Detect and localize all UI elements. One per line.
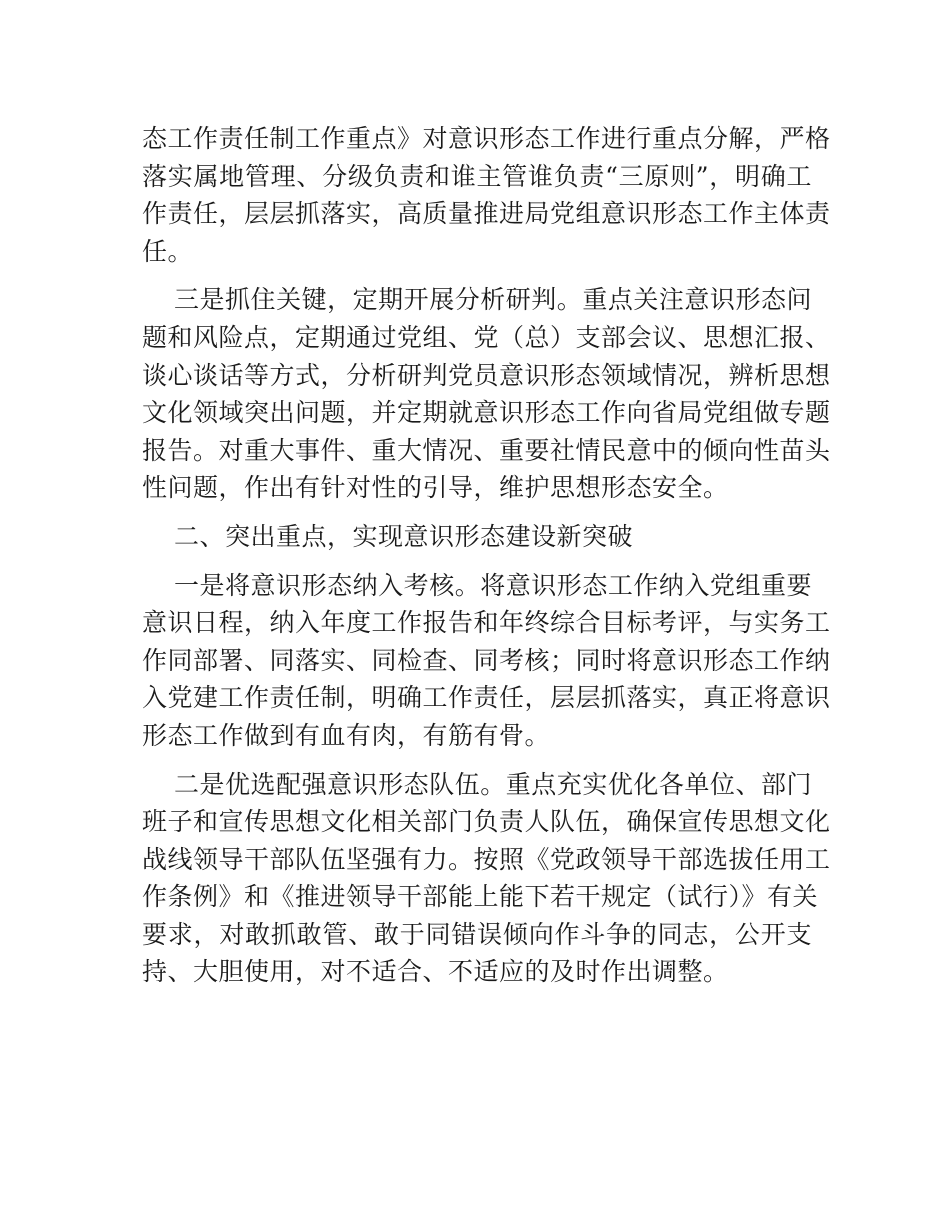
document-body — [142, 120, 831, 1002]
paragraph-line: 性问题，作出有针对性的引导，维护思想形态安全。 — [142, 473, 729, 503]
paragraph-line: 题和风险点，定期通过党组、党（总）支部会议、思想汇报、 — [142, 322, 831, 352]
paragraph-line: 作责任，层层抓落实，高质量推进局党组意识形态工作主体责 — [142, 199, 831, 229]
paragraph-line: 战线领导干部队伍坚强有力。按照《党政领导干部选拔任用工 — [142, 844, 831, 874]
paragraph-line: 要求，对敢抓敢管、敢于同错误倾向作斗争的同志，公开支 — [142, 919, 812, 949]
body-paragraph — [142, 518, 812, 556]
body-paragraph — [142, 766, 831, 992]
paragraph-line: 班子和宣传思想文化相关部门负责人队伍，确保宣传思想文化 — [142, 807, 831, 837]
paragraph-line: 作条例》和《推进领导干部能上能下若干规定（试行）》有关 — [142, 882, 819, 912]
paragraph-line: 作同部署、同落实、同检查、同考核；同时将意识形态工作纳 — [142, 645, 831, 675]
paragraph-line: 态工作责任制工作重点》对意识形态工作进行重点分解，严格 — [142, 124, 831, 153]
paragraph-line: 谈心谈话等方式，分析研判党员意识形态领域情况，辨析思想 — [142, 360, 831, 390]
paragraph-line: 任。 — [142, 236, 194, 266]
paragraph-line: 三是抓住关键，定期开展分析研判。重点关注意识形态问 — [174, 285, 812, 315]
paragraph-line: 二是优选配强意识形态队伍。重点充实优化各单位、部门 — [174, 769, 812, 799]
paragraph-line: 二、突出重点，实现意识形态建设新突破 — [174, 521, 634, 551]
body-paragraph — [142, 120, 831, 270]
paragraph-line: 入党建工作责任制，明确工作责任，层层抓落实，真正将意识 — [142, 683, 831, 713]
paragraph-line: 落实属地管理、分级负责和谁主管谁负责“三原则”，明确工 — [142, 161, 812, 191]
paragraph-line: 报告。对重大事件、重大情况、重要社情民意中的倾向性苗头 — [142, 435, 831, 465]
paragraph-line: 文化领域突出问题，并定期就意识形态工作向省局党组做专题 — [142, 398, 831, 428]
body-paragraph — [142, 281, 831, 507]
paragraph-line: 形态工作做到有血有肉，有筋有骨。 — [142, 720, 551, 750]
paragraph-line: 一是将意识形态纳入考核。将意识形态工作纳入党组重要 — [174, 570, 812, 600]
paragraph-line: 持、大胆使用，对不适合、不适应的及时作出调整。 — [142, 957, 729, 987]
paragraph-line: 意识日程，纳入年度工作报告和年终综合目标考评，与实务工 — [142, 608, 831, 638]
body-paragraph — [142, 567, 831, 755]
